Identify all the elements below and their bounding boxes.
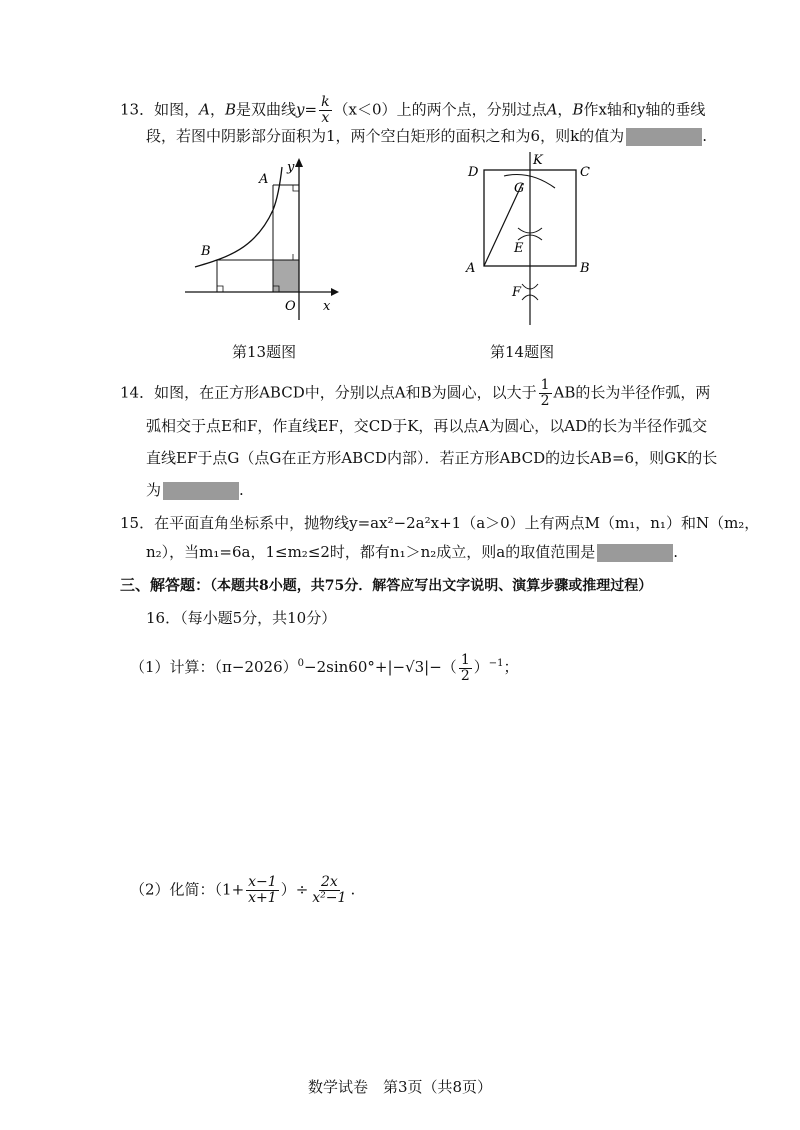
label-A: A xyxy=(466,261,476,276)
label-K: K xyxy=(533,153,543,168)
label-y: y xyxy=(287,160,295,175)
one-half-fraction: $\frac{1}{2}$ xyxy=(540,377,550,409)
page-footer: 数学试卷 第3页（共8页） xyxy=(307,1078,493,1096)
figure-13 xyxy=(185,155,355,325)
label-O: O xyxy=(285,299,296,314)
label-E: E xyxy=(514,241,524,256)
q14-line3: 直线EF于点G（点G在正方形ABCD内部）．若正方形ABCD的边长AB=6，则GK的长 xyxy=(146,449,718,467)
q14-line1: 14．如图，在正方形ABCD中，分别以点A和B为圆心，以大于 $\frac{1}{2}$ AB的长为半径作弧，两 xyxy=(120,377,711,409)
section3-heading: 三、解答题：（本题共8小题，共75分．解答应写出文字说明、演算步骤或推理过程） xyxy=(120,576,653,594)
label-B: B xyxy=(201,244,211,259)
q13-line2: 段，若图中阴影部分面积为1，两个空白矩形的面积之和为6，则k的值为 . xyxy=(146,127,707,145)
fig14-caption: 第14题图 xyxy=(490,343,555,361)
q15-line2: n₂），当m₁=6a，1≤m₂≤2时，都有n₁＞n₂成立，则a的取值范围是 . xyxy=(146,543,678,561)
figure-14 xyxy=(460,150,620,340)
q16-heading: 16．（每小题5分，共10分） xyxy=(146,609,337,627)
label-D: D xyxy=(468,165,479,180)
label-C: C xyxy=(580,165,590,180)
label-x: x xyxy=(323,299,331,314)
fig13-caption: 第13题图 xyxy=(232,343,297,361)
label-B: B xyxy=(580,261,590,276)
answer-blank xyxy=(163,482,239,500)
q16-part1: （1）计算：$(\pi-2026)^0-2\sin 60^\circ+|-√3|-$（ $\frac{1}{2}$ ）$^{-1}$； xyxy=(130,651,519,684)
answer-blank xyxy=(626,128,702,146)
q14-line2: 弧相交于点E和F，作直线EF，交CD于K，再以点A为圆心，以AD的长为半径作弧交 xyxy=(146,417,708,435)
label-G: G xyxy=(514,181,525,196)
x-minus-1-over-x-plus-1: $\frac{x-1}{x+1}$ xyxy=(248,874,277,906)
2x-over-x2-minus-1: $\frac{2x}{\text{x²−1}}$ xyxy=(312,874,347,906)
q13-line1: 13．如图，A，B是双曲线y= $\frac{k}{x}$ （x＜0）上的两个点，分别过点A，B作x轴和y轴的垂线 xyxy=(120,94,706,126)
shaded-area xyxy=(273,260,299,292)
answer-blank xyxy=(597,544,673,562)
k-over-x-fraction: $\frac{k}{x}$ xyxy=(321,94,330,126)
q16-part2: （2）化简：（1+ $\frac{x-1}{x+1}$ ）÷ $\frac{2x}{\text{x²−1}}$ . xyxy=(130,874,356,906)
label-A: A xyxy=(259,172,269,187)
one-half-fraction: $\frac{1}{2}$ xyxy=(460,651,470,684)
q14-line4: 为 . xyxy=(146,481,244,499)
q15-line1: 15．在平面直角坐标系中，抛物线y=ax²−2a²x+1（a＞0）上有两点M（m₁，n₁）和N（m₂， xyxy=(120,514,760,532)
label-F: F xyxy=(512,285,522,300)
